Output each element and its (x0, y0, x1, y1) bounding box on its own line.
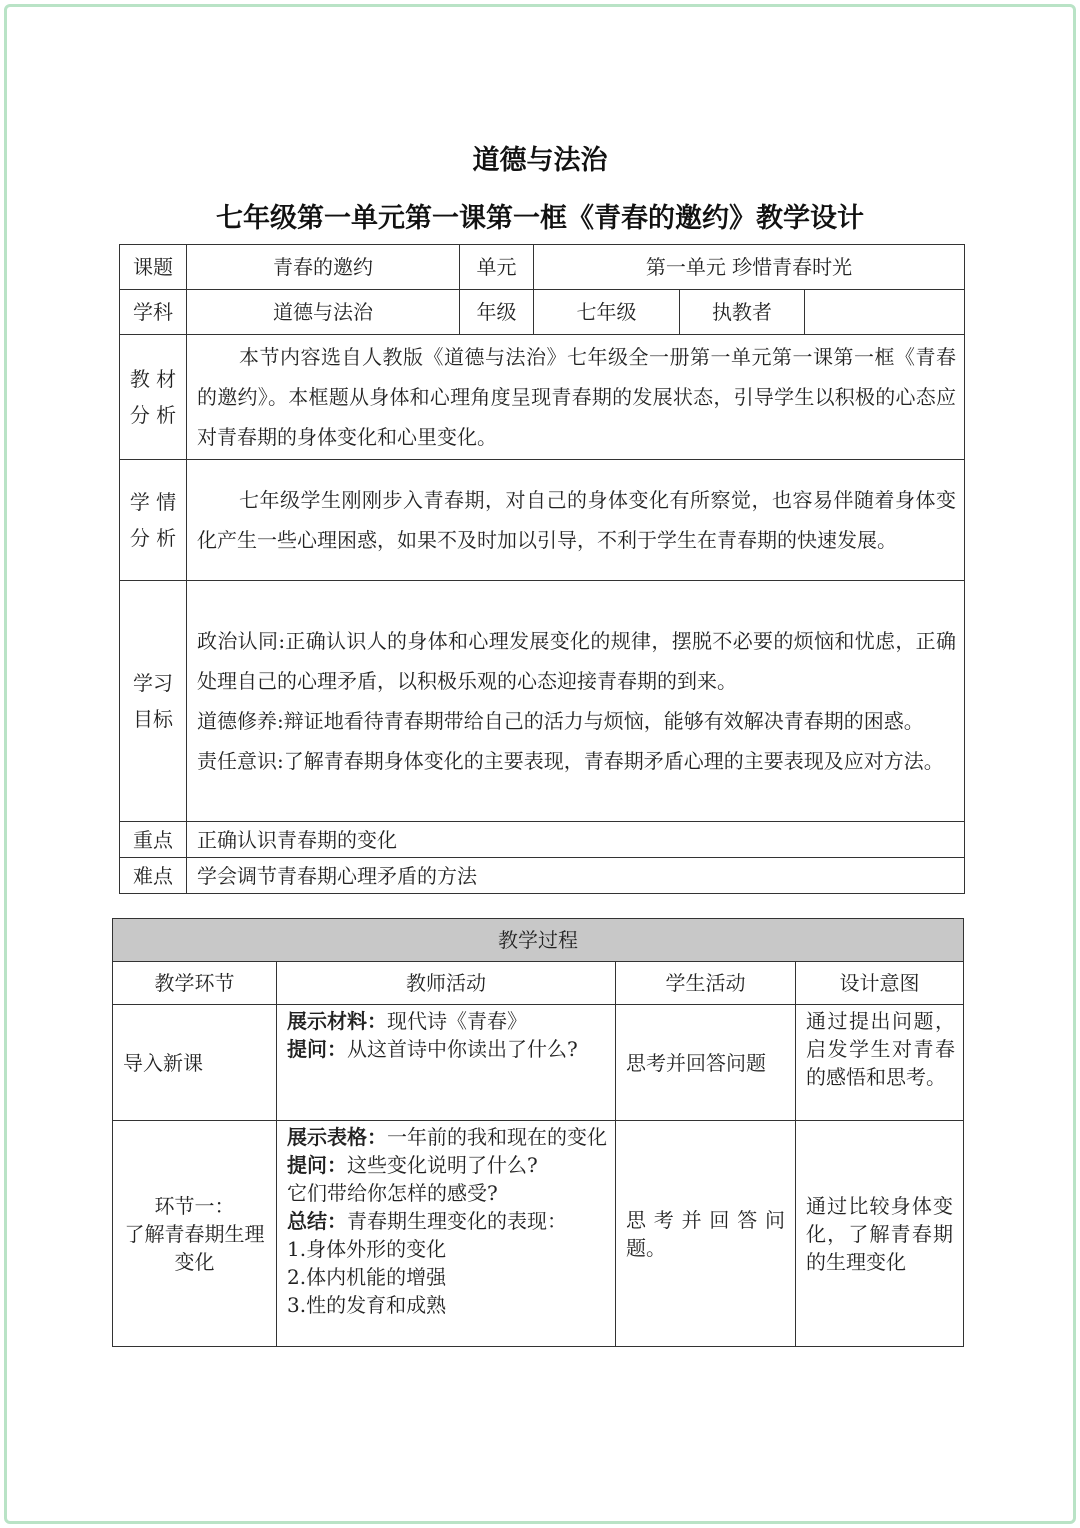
goal-political: 政治认同:正确认识人的身体和心理发展变化的规律，摆脱不必要的烦恼和忧虑，正确处理自己的心理矛盾，以积极乐观的心态迎接青春期的到来。 (197, 629, 957, 693)
process-header: 教学过程 (113, 919, 964, 962)
subject-title: 道德与法治 (472, 145, 608, 176)
topic-label: 课题 (120, 245, 187, 290)
col-student: 学生活动 (616, 962, 796, 1005)
key-point-value: 正确认识青春期的变化 (187, 822, 965, 858)
teacher-value (805, 290, 965, 335)
subject-label: 学科 (120, 290, 187, 335)
teacher-line: 它们带给你怎样的感受? (287, 1181, 498, 1205)
lesson-info-table (119, 244, 965, 894)
stage-one: 环节一： 了解青春期生理变化 (113, 1121, 277, 1347)
goals-label-line2: 目标 (133, 707, 173, 731)
key-point-label: 重点 (120, 822, 187, 858)
table-row (113, 1005, 964, 1121)
grade-label: 年级 (460, 290, 534, 335)
goal-moral: 道德修养:辩证地看待青春期带给自己的活力与烦恼，能够有效解决青春期的困惑。 (197, 709, 924, 733)
teaching-process-table (112, 918, 964, 1347)
material-label-line2: 分 析 (129, 403, 177, 427)
intent-intro: 通过提出问题，启发学生对青春的感悟和思考。 (796, 1005, 964, 1121)
learning-goals-label (120, 581, 187, 822)
difficulty-value: 学会调节青春期心理矛盾的方法 (187, 858, 965, 894)
student-activity-intro: 思考并回答问题 (616, 1005, 796, 1121)
grade-value: 七年级 (534, 290, 680, 335)
student-label-line1: 学 情 (129, 490, 177, 514)
intent-one: 通过比较身体变化，了解青春期的生理变化 (796, 1121, 964, 1347)
teacher-label: 执教者 (680, 290, 805, 335)
student-analysis-label (120, 460, 187, 581)
teacher-line: 提问：这些变化说明了什么? (287, 1153, 538, 1177)
teacher-line: 2.体内机能的增强 (287, 1265, 447, 1289)
teacher-line: 总结：青春期生理变化的表现： (287, 1209, 567, 1233)
teacher-line: 展示表格：一年前的我和现在的变化 (287, 1125, 607, 1149)
subject-value: 道德与法治 (187, 290, 460, 335)
col-stage: 教学环节 (113, 962, 277, 1005)
stage-intro: 导入新课 (113, 1005, 277, 1121)
goal-responsibility: 责任意识:了解青春期身体变化的主要表现，青春期矛盾心理的主要表现及应对方法。 (197, 749, 944, 773)
unit-value: 第一单元 珍惜青春时光 (534, 245, 965, 290)
material-label-line1: 教 材 (129, 367, 177, 391)
col-teacher: 教师活动 (277, 962, 616, 1005)
teacher-line: 1.身体外形的变化 (287, 1237, 447, 1261)
teacher-line: 提问：从这首诗中你读出了什么? (287, 1037, 578, 1061)
student-activity-one: 思考并回答问题。 (616, 1121, 796, 1347)
table-row (113, 1121, 964, 1347)
student-analysis-text: 七年级学生刚刚步入青春期，对自己的身体变化有所察觉，也容易伴随着身体变化产生一些心理困惑，如果不及时加以引导，不利于学生在青春期的快速发展。 (187, 460, 965, 581)
topic-value: 青春的邀约 (187, 245, 460, 290)
difficulty-label: 难点 (120, 858, 187, 894)
goals-label-line1: 学习 (133, 671, 173, 695)
teacher-line: 3.性的发育和成熟 (287, 1293, 447, 1317)
material-analysis-text: 本节内容选自人教版《道德与法治》七年级全一册第一单元第一课第一框《青春的邀约》。本框题从身体和心理角度呈现青春期的发展状态，引导学生以积极的心态应对青春期的身体变化和心里变化。 (187, 335, 965, 460)
teacher-line: 展示材料：现代诗《青春》 (287, 1009, 527, 1033)
material-analysis-label (120, 335, 187, 460)
col-intent: 设计意图 (796, 962, 964, 1005)
teacher-activity-one (277, 1121, 616, 1347)
lesson-title: 七年级第一单元第一课第一框《青春的邀约》教学设计 (216, 203, 864, 234)
student-label-line2: 分 析 (129, 526, 177, 550)
learning-goals-text (187, 581, 965, 822)
unit-label: 单元 (460, 245, 534, 290)
teacher-activity-intro (277, 1005, 616, 1121)
